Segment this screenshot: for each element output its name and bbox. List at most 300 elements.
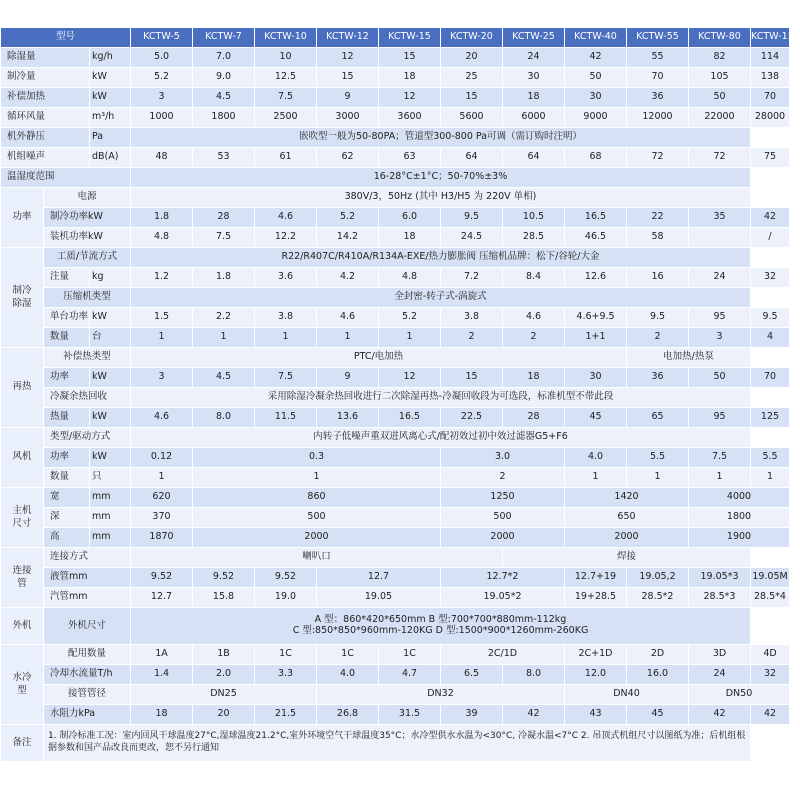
- header-model-label: 型号: [1, 28, 131, 48]
- cell: 50: [689, 88, 751, 108]
- cell: 1C: [317, 645, 379, 665]
- table-row: [1, 268, 790, 288]
- spanned-cell: 采用除湿冷凝余热回收进行二次除湿再热-冷凝回收段为可选段，标准机型不带此段: [131, 388, 751, 408]
- cell: 26.8: [317, 705, 379, 725]
- cell: 42: [689, 705, 751, 725]
- cell: 4.8: [379, 268, 441, 288]
- table-row: [1, 248, 790, 268]
- cell: 12.5: [255, 68, 317, 88]
- cell: 11.5: [255, 408, 317, 428]
- header-model: KCTW-12: [317, 28, 379, 48]
- cell: 4D: [751, 645, 790, 665]
- spanned-cell: 喇叭口: [131, 548, 503, 568]
- table-row: [1, 368, 790, 388]
- cell: 1.5: [131, 308, 193, 328]
- cell: 3.3: [255, 665, 317, 685]
- cell: 18: [131, 705, 193, 725]
- table-row: [1, 348, 790, 368]
- row-unit: mm: [90, 508, 131, 528]
- table-row: [1, 588, 790, 608]
- row-unit: kW: [90, 368, 131, 388]
- row-unit: dB(A): [90, 148, 131, 168]
- table-row: [1, 705, 790, 725]
- row-label: 热量: [44, 408, 90, 428]
- header-model: KCTW-25: [503, 28, 565, 48]
- cell: 12.6: [565, 268, 627, 288]
- cell: 15.8: [193, 588, 255, 608]
- row-label: 压缩机类型: [44, 288, 131, 308]
- cell: 6.5: [441, 665, 503, 685]
- row-unit: kg/h: [90, 48, 131, 68]
- group-label-water: 水冷 型: [1, 645, 44, 725]
- table-row: [1, 388, 790, 408]
- cell: 9000: [565, 108, 627, 128]
- cell: 12000: [627, 108, 689, 128]
- spanned-cell: 650: [565, 508, 689, 528]
- cell: 45: [627, 705, 689, 725]
- spanned-cell: 2: [441, 468, 565, 488]
- cell: 3.6: [255, 268, 317, 288]
- cell: 7.0: [193, 48, 255, 68]
- row-label: 深: [44, 508, 90, 528]
- header-model: KCTW-10: [255, 28, 317, 48]
- cell: 64: [503, 148, 565, 168]
- cell: 9: [317, 88, 379, 108]
- table-row: [1, 88, 790, 108]
- group-label-note: 备注: [1, 725, 44, 762]
- cell: 75: [751, 148, 790, 168]
- table-row: [1, 468, 790, 488]
- cell: 1.2: [131, 268, 193, 288]
- row-label: 机组噪声: [1, 148, 90, 168]
- header-model: KCTW-80: [689, 28, 751, 48]
- spanned-cell: 500: [193, 508, 441, 528]
- cell: 31.5: [379, 705, 441, 725]
- cell: 70: [751, 88, 790, 108]
- cell: 63: [379, 148, 441, 168]
- cell: 12: [317, 48, 379, 68]
- spanned-cell: DN50: [689, 685, 790, 705]
- cell: 16.5: [379, 408, 441, 428]
- cell: 28000: [751, 108, 790, 128]
- row-unit: mm: [90, 488, 131, 508]
- cell: 3: [689, 328, 751, 348]
- group-label-fan: 风机: [1, 428, 44, 488]
- header-model: KCTW-5: [131, 28, 193, 48]
- cell: 58: [627, 228, 689, 248]
- table-row: [1, 548, 790, 568]
- cell: 9.0: [193, 68, 255, 88]
- group-label-power: 功率: [1, 188, 44, 248]
- cell: 16: [627, 268, 689, 288]
- cell: 39: [441, 705, 503, 725]
- cell: 16.0: [627, 665, 689, 685]
- cell: 55: [627, 48, 689, 68]
- row-label: 配用数量: [44, 645, 131, 665]
- table-row: [1, 608, 790, 645]
- cell: 2.2: [193, 308, 255, 328]
- row-label: 补偿热类型: [44, 348, 131, 368]
- spanned-cell: DN32: [317, 685, 565, 705]
- cell: 19.05,2: [627, 568, 689, 588]
- cell: 4.0: [317, 665, 379, 685]
- cell: 1.4: [131, 665, 193, 685]
- cell: 1: [751, 468, 790, 488]
- cell: 1800: [193, 108, 255, 128]
- header-model: KCTW-55: [627, 28, 689, 48]
- cell: 1A: [131, 645, 193, 665]
- cell: 12.2: [255, 228, 317, 248]
- table-row: [1, 725, 790, 762]
- table-row: [1, 208, 790, 228]
- cell: 125: [751, 408, 790, 428]
- cell: 28: [193, 208, 255, 228]
- cell: 3: [131, 88, 193, 108]
- cell: 70: [627, 68, 689, 88]
- cell: 25: [441, 68, 503, 88]
- table-row: [1, 108, 790, 128]
- header-model: KCTW-15: [379, 28, 441, 48]
- cell: 5.2: [131, 68, 193, 88]
- spanned-cell: 0.3: [193, 448, 441, 468]
- cell: 8.0: [503, 665, 565, 685]
- spanned-cell: 1: [193, 468, 441, 488]
- spanned-cell: 嵌吹型一般为50-80PA；管道型300-800 Pa可调（需订购时注明）: [131, 128, 751, 148]
- cell: 3.8: [441, 308, 503, 328]
- cell: 1: [255, 328, 317, 348]
- table-row: [1, 168, 790, 188]
- spanned-cell: 860: [193, 488, 441, 508]
- cell: 9.5: [627, 308, 689, 328]
- spanned-cell: 电加热/热泵: [627, 348, 751, 368]
- cell: 8.4: [503, 268, 565, 288]
- cell: 48: [131, 148, 193, 168]
- cell: 16.5: [565, 208, 627, 228]
- cell: 24: [689, 665, 751, 685]
- cell: 19.0: [255, 588, 317, 608]
- cell: 24.5: [441, 228, 503, 248]
- table-row: [1, 228, 790, 248]
- cell: 28.5*2: [627, 588, 689, 608]
- row-label: 冷凝余热回收: [44, 388, 131, 408]
- spanned-cell: 19.05: [317, 588, 441, 608]
- cell: 620: [131, 488, 193, 508]
- cell: 9.52: [131, 568, 193, 588]
- row-unit: kW: [90, 88, 131, 108]
- cell: 32: [751, 665, 790, 685]
- row-label: 数量: [44, 328, 90, 348]
- cell: 70: [751, 368, 790, 388]
- group-label-cooling: 制冷 除湿: [1, 248, 44, 348]
- spanned-cell: 4000: [689, 488, 790, 508]
- table-row: [1, 188, 790, 208]
- cell: 21.5: [255, 705, 317, 725]
- cell: 14.2: [317, 228, 379, 248]
- cell: 72: [689, 148, 751, 168]
- cell: 12.7+19: [565, 568, 627, 588]
- cell: 9.5: [441, 208, 503, 228]
- table-row: [1, 665, 790, 685]
- cell: 7.5: [193, 228, 255, 248]
- cell: 64: [441, 148, 503, 168]
- table-row: [1, 448, 790, 468]
- cell: 1: [627, 468, 689, 488]
- cell: 95: [689, 308, 751, 328]
- spanned-cell: 1900: [689, 528, 790, 548]
- row-label: 外机尺寸: [44, 608, 131, 645]
- cell: 1.8: [131, 208, 193, 228]
- table-row: [1, 148, 790, 168]
- row-unit: mm: [90, 528, 131, 548]
- row-label: 数量: [44, 468, 90, 488]
- cell: 28.5*4: [751, 588, 790, 608]
- cell: 3: [131, 368, 193, 388]
- cell: 7.5: [689, 448, 751, 468]
- cell: 4.6: [131, 408, 193, 428]
- cell: 4.6: [503, 308, 565, 328]
- row-label: 液管mm: [44, 568, 131, 588]
- cell: 9.5: [751, 308, 790, 328]
- cell: 12: [379, 368, 441, 388]
- cell: 24: [503, 48, 565, 68]
- row-label: 制冷功率kW: [44, 208, 131, 228]
- cell: 19+28.5: [565, 588, 627, 608]
- row-label: 注量: [44, 268, 90, 288]
- cell: 10.5: [503, 208, 565, 228]
- cell: 30: [565, 88, 627, 108]
- cell: 1+1: [565, 328, 627, 348]
- table-row: [1, 408, 790, 428]
- cell: 4.2: [317, 268, 379, 288]
- table-row: [1, 288, 790, 308]
- cell: 43: [565, 705, 627, 725]
- row-unit: kW: [90, 68, 131, 88]
- table-row: [1, 568, 790, 588]
- outdoor-size-line: A 型：860*420*650mm B 型:700*700*880mm-112kg: [314, 614, 567, 626]
- cell: 370: [131, 508, 193, 528]
- spanned-cell: 1800: [689, 508, 790, 528]
- row-label: 高: [44, 528, 90, 548]
- cell: 36: [627, 88, 689, 108]
- table-row: [1, 308, 790, 328]
- spanned-cell: 16-28°C±1°C；50-70%±3%: [131, 168, 751, 188]
- group-label-unit-size: 主机 尺寸: [1, 488, 44, 548]
- row-label: 功率: [44, 448, 90, 468]
- cell: 1: [131, 328, 193, 348]
- spanned-cell: 2000: [193, 528, 441, 548]
- spanned-cell: 19.05*2: [441, 588, 565, 608]
- group-label-outdoor: 外机: [1, 608, 44, 645]
- cell: 10: [255, 48, 317, 68]
- cell: 105: [689, 68, 751, 88]
- group-label-pipe: 连接 管: [1, 548, 44, 608]
- cell: 15: [379, 48, 441, 68]
- spanned-cell: 1250: [441, 488, 565, 508]
- row-label: 机外静压: [1, 128, 90, 148]
- cell: 4.6+9.5: [565, 308, 627, 328]
- row-label: 循环风量: [1, 108, 90, 128]
- spanned-cell: 12.7*2: [441, 568, 565, 588]
- spec-table-wrapper: [0, 27, 800, 762]
- table-row: [1, 428, 790, 448]
- cell: 35: [689, 208, 751, 228]
- cell: 82: [689, 48, 751, 68]
- cell: 95: [689, 408, 751, 428]
- row-unit: Pa: [90, 128, 131, 148]
- cell: 9.52: [255, 568, 317, 588]
- spanned-cell: DN40: [565, 685, 689, 705]
- cell: 28.5*3: [689, 588, 751, 608]
- cell: 50: [565, 68, 627, 88]
- cell: 3600: [379, 108, 441, 128]
- cell: 1: [565, 468, 627, 488]
- cell: 12.7: [131, 588, 193, 608]
- cell: 22.5: [441, 408, 503, 428]
- cell: 4.0: [565, 448, 627, 468]
- spanned-cell: PTC/电加热: [131, 348, 627, 368]
- cell: 1B: [193, 645, 255, 665]
- cell: 20: [193, 705, 255, 725]
- cell: 1000: [131, 108, 193, 128]
- cell: 5.2: [317, 208, 379, 228]
- cell: 45: [565, 408, 627, 428]
- cell: 9.52: [193, 568, 255, 588]
- cell: 2500: [255, 108, 317, 128]
- cell: 5.0: [131, 48, 193, 68]
- cell: 1: [193, 328, 255, 348]
- cell: 5600: [441, 108, 503, 128]
- cell: 15: [441, 368, 503, 388]
- cell: 6000: [503, 108, 565, 128]
- spanned-cell: 12.7: [317, 568, 441, 588]
- row-label: 制冷量: [1, 68, 90, 88]
- cell: 65: [627, 408, 689, 428]
- spanned-cell: 380V/3，50Hz (其中 H3/H5 为 220V 单相): [131, 188, 751, 208]
- cell: 1: [131, 468, 193, 488]
- cell: 4.6: [317, 308, 379, 328]
- table-row: [1, 685, 790, 705]
- cell: 2C+1D: [565, 645, 627, 665]
- outdoor-size-line: C 型:850*850*960mm-120KG D 型:1500*900*1260mm-260KG: [292, 625, 589, 636]
- cell: 1: [379, 328, 441, 348]
- cell: 50: [689, 368, 751, 388]
- cell: 32: [751, 268, 790, 288]
- spanned-cell: DN25: [131, 685, 317, 705]
- group-label-reheat: 再热: [1, 348, 44, 428]
- cell: 4.8: [131, 228, 193, 248]
- cell: 2.0: [193, 665, 255, 685]
- row-unit: m³/h: [90, 108, 131, 128]
- cell: 3000: [317, 108, 379, 128]
- cell: 2D: [627, 645, 689, 665]
- cell: 7.5: [255, 88, 317, 108]
- cell: 2: [441, 328, 503, 348]
- cell: 2: [503, 328, 565, 348]
- header-model: KCTW-110: [751, 28, 790, 48]
- cell: 5.5: [627, 448, 689, 468]
- cell: 4.5: [193, 368, 255, 388]
- row-label: 水阻力kPa: [44, 705, 131, 725]
- cell: 30: [503, 68, 565, 88]
- cell: 12: [379, 88, 441, 108]
- cell: 42: [565, 48, 627, 68]
- cell: 3D: [689, 645, 751, 665]
- cell: 53: [193, 148, 255, 168]
- cell: 13.6: [317, 408, 379, 428]
- cell: /: [751, 228, 790, 248]
- cell: 15: [441, 88, 503, 108]
- cell: 15: [317, 68, 379, 88]
- spanned-cell: 内转子低噪声重双进风离心式/配初效过初中效过滤器G5+F6: [131, 428, 751, 448]
- cell: 6.0: [379, 208, 441, 228]
- row-label: 补偿加热: [1, 88, 90, 108]
- cell: 36: [627, 368, 689, 388]
- table-row: [1, 645, 790, 665]
- cell: 4: [751, 328, 790, 348]
- cell: 7.5: [255, 368, 317, 388]
- row-label: 功率: [44, 368, 90, 388]
- row-label: 除湿量: [1, 48, 90, 68]
- table-row: [1, 48, 790, 68]
- header-model: KCTW-20: [441, 28, 503, 48]
- spanned-cell: 3.0: [441, 448, 565, 468]
- cell: 18: [379, 68, 441, 88]
- row-label: 电源: [44, 188, 131, 208]
- table-row: [1, 128, 790, 148]
- cell: 12.0: [565, 665, 627, 685]
- spanned-cell: 焊接: [503, 548, 751, 568]
- header-model: KCTW-40: [565, 28, 627, 48]
- row-unit: 只: [90, 468, 131, 488]
- row-unit: kW: [90, 308, 131, 328]
- cell: 4.7: [379, 665, 441, 685]
- row-label: 单台功率: [44, 308, 90, 328]
- cell: 68: [565, 148, 627, 168]
- row-unit: kW: [90, 408, 131, 428]
- cell: 24: [689, 268, 751, 288]
- spanned-cell: 1420: [565, 488, 689, 508]
- cell: 1.8: [193, 268, 255, 288]
- row-label: 冷却水流量T/h: [44, 665, 131, 685]
- cell: 4.6: [255, 208, 317, 228]
- cell: 114: [751, 48, 790, 68]
- cell: 9: [317, 368, 379, 388]
- cell: 0.12: [131, 448, 193, 468]
- cell: 138: [751, 68, 790, 88]
- cell: 42: [751, 208, 790, 228]
- note-text: 1. 制冷标准工况：室内回风干球温度27°C,湿球温度21.2°C,室外环境空气干球温度35°C；水冷型供水水温为<30°C, 冷凝水温<7°C 2. 吊顶式机组尺寸以图纸为准；后机组根据参数和国产品改良而更改，恕不另行通知: [44, 725, 751, 762]
- cell: 7.2: [441, 268, 503, 288]
- row-label: 温湿度范围: [1, 168, 131, 188]
- table-row: [1, 508, 790, 528]
- cell: 20: [441, 48, 503, 68]
- cell: 1870: [131, 528, 193, 548]
- cell: 5.2: [379, 308, 441, 328]
- cell: 46.5: [565, 228, 627, 248]
- spanned-cell: 全封密-转子式-涡旋式: [131, 288, 751, 308]
- cell: 42: [503, 705, 565, 725]
- cell: 42: [751, 705, 790, 725]
- cell: 30: [565, 368, 627, 388]
- cell: 1C: [255, 645, 317, 665]
- table-row: [1, 488, 790, 508]
- spanned-cell: 2000: [441, 528, 565, 548]
- cell: 22000: [689, 108, 751, 128]
- cell: 18: [503, 88, 565, 108]
- row-label: 接管管径: [44, 685, 131, 705]
- row-label: 装机功率kW: [44, 228, 131, 248]
- cell: 1: [689, 468, 751, 488]
